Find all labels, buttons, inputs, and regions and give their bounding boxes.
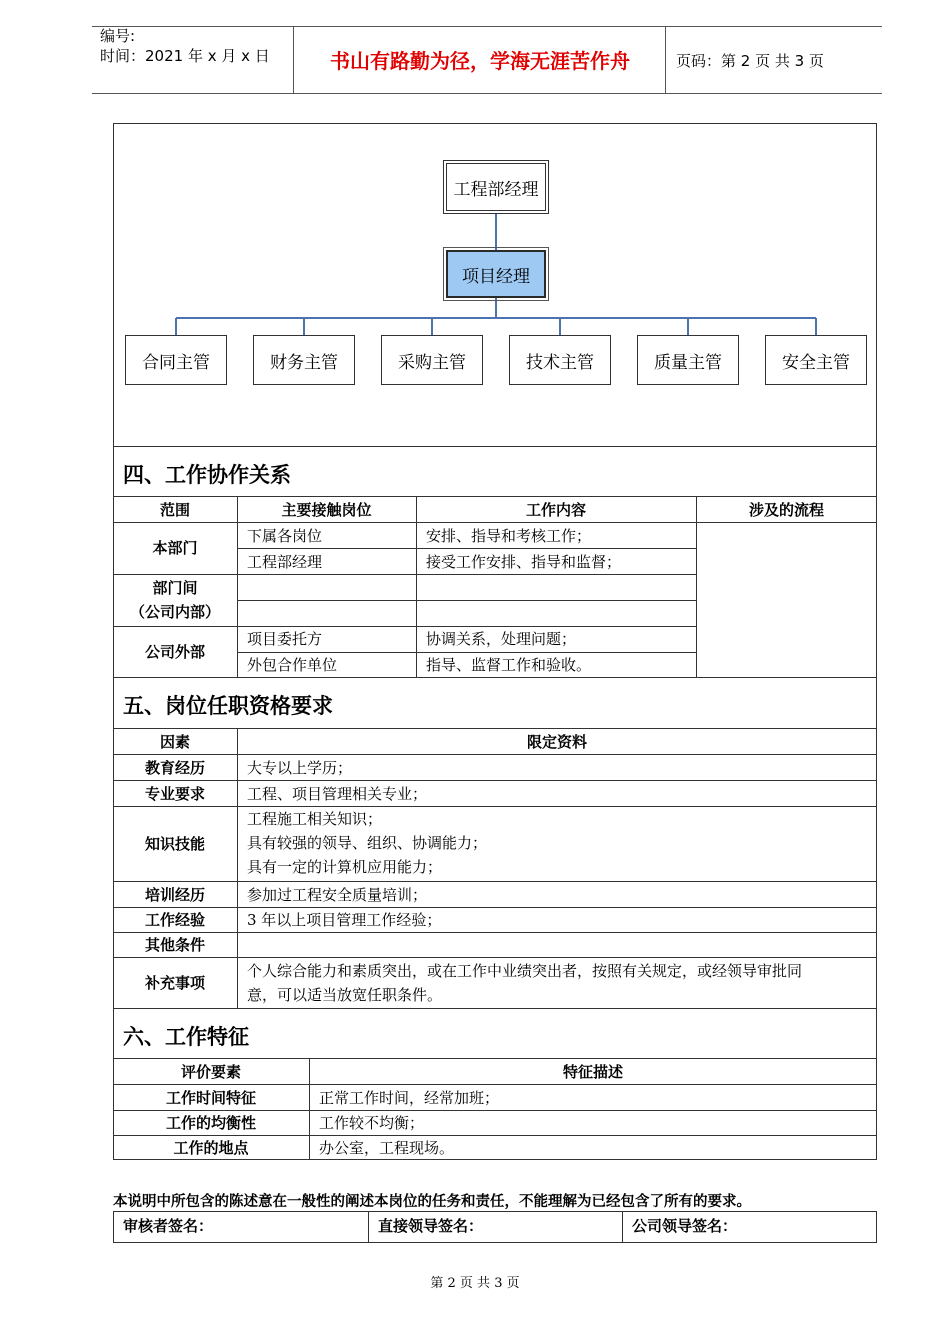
direct-leader-signature[interactable]: 直接领导签名：: [378, 1217, 484, 1235]
s4-content: 安排、指导和考核工作；: [426, 527, 592, 545]
s5-factor: 其他条件: [144, 936, 205, 954]
rule: [113, 780, 877, 781]
s4-contact: 下属各岗位: [247, 527, 323, 545]
rule: [113, 728, 877, 729]
rule: [113, 754, 877, 755]
s4-scope-department: 本部门: [152, 539, 198, 557]
header-motto: 书山有路勤为径，学海无涯苦作舟: [330, 49, 630, 73]
s5-factor: 知识技能: [144, 835, 205, 853]
s5-detail: 大专以上学历；: [247, 759, 353, 777]
s5-detail: 参加过工程安全质量培训；: [247, 886, 428, 904]
rule: [237, 496, 238, 677]
rule: [113, 1084, 877, 1085]
s4-content: 协调关系，处理问题；: [426, 630, 577, 648]
s5-detail: 意，可以适当放宽任职条件。: [247, 986, 443, 1004]
org-node-department-manager: 工程部经理: [446, 163, 546, 211]
s5-factor: 教育经历: [144, 759, 205, 777]
org-node-contract-supervisor: 合同主管: [125, 335, 227, 385]
s6-header-factor: 评价要素: [180, 1063, 241, 1081]
rule: [622, 1211, 623, 1243]
rule: [113, 1110, 877, 1111]
rule: [237, 728, 238, 1008]
rule: [113, 522, 877, 523]
s4-scope-interdept: [113, 577, 237, 623]
rule: [113, 907, 877, 908]
org-node-purchasing-supervisor: 采购主管: [381, 335, 483, 385]
s4-content: 指导、监督工作和验收。: [426, 656, 592, 674]
header-page-number: 页码：第 2 页 共 3 页: [676, 52, 824, 70]
rule: [113, 932, 877, 933]
s4-contact: 项目委托方: [247, 630, 323, 648]
rule: [113, 626, 696, 627]
org-node-safety-supervisor: 安全主管: [765, 335, 867, 385]
section6-title: 六、工作特征: [123, 1025, 249, 1049]
s5-factor: 培训经历: [144, 886, 205, 904]
rule: [113, 1058, 877, 1059]
s5-detail: 工程施工相关知识；: [247, 810, 383, 828]
org-node-finance-supervisor: 财务主管: [253, 335, 355, 385]
rule: [113, 574, 696, 575]
s5-detail: 具有一定的计算机应用能力；: [247, 858, 443, 876]
rule: [237, 600, 696, 601]
rule: [237, 548, 696, 549]
s5-factor: 专业要求: [144, 785, 205, 803]
s5-detail: 3 年以上项目管理工作经验；: [247, 911, 442, 929]
rule: [113, 957, 877, 958]
org-node-quality-supervisor: 质量主管: [637, 335, 739, 385]
disclaimer-note: 本说明中所包含的陈述意在一般性的阐述本岗位的任务和责任，不能理解为已经包含了所有的要求。: [113, 1194, 751, 1210]
rule: [113, 1135, 877, 1136]
s5-detail: 个人综合能力和素质突出，或在工作中业绩突出者，按照有关规定，或经领导审批同: [247, 962, 803, 980]
company-leader-signature[interactable]: 公司领导签名：: [632, 1217, 738, 1235]
s6-desc: 正常工作时间，经常加班；: [319, 1089, 500, 1107]
s6-factor: 工作的地点: [173, 1139, 249, 1157]
rule: [113, 446, 877, 447]
rule: [237, 652, 696, 653]
org-node-project-manager: 项目经理: [446, 250, 546, 298]
s5-factor: 补充事项: [144, 974, 205, 992]
s5-header-factor: 因素: [159, 733, 190, 751]
header-time: 时间：2021 年 x 月 x 日: [100, 47, 270, 65]
s6-factor: 工作的均衡性: [165, 1114, 256, 1132]
s5-factor: 工作经验: [144, 911, 205, 929]
reviewer-signature[interactable]: 审核者签名：: [123, 1217, 214, 1235]
s4-header-scope: 范围: [159, 501, 190, 519]
s4-contact: 工程部经理: [247, 553, 323, 571]
rule: [113, 1008, 877, 1009]
s4-scope-interdept-line1: 部门间: [152, 579, 198, 597]
s4-content: 接受工作安排、指导和监督；: [426, 553, 622, 571]
s4-scope-interdept-line2: （公司内部）: [129, 603, 220, 621]
rule: [113, 881, 877, 882]
rule: [113, 496, 877, 497]
rule: [696, 496, 697, 677]
s6-header-desc: 特征描述: [562, 1063, 623, 1081]
rule: [416, 496, 417, 677]
s5-header-detail: 限定资料: [526, 733, 587, 751]
s4-header-content: 工作内容: [525, 501, 586, 519]
rule: [368, 1211, 369, 1243]
s5-detail: 工程、项目管理相关专业；: [247, 785, 428, 803]
rule: [113, 677, 877, 678]
s4-contact: 外包合作单位: [247, 656, 338, 674]
s4-header-contact: 主要接触岗位: [281, 501, 372, 519]
s4-scope-external: 公司外部: [144, 643, 205, 661]
s6-desc: 办公室，工程现场。: [319, 1139, 455, 1157]
section4-title: 四、工作协作关系: [123, 463, 291, 487]
org-node-technical-supervisor: 技术主管: [509, 335, 611, 385]
header-number: 编号:: [100, 27, 136, 45]
page-footer: 第 2 页 共 3 页: [430, 1276, 520, 1291]
signature-table: [113, 1211, 877, 1243]
rule: [113, 806, 877, 807]
s6-factor: 工作时间特征: [165, 1089, 256, 1107]
section5-title: 五、岗位任职资格要求: [123, 694, 333, 718]
s6-desc: 工作较不均衡；: [319, 1114, 425, 1132]
s4-header-process: 涉及的流程: [748, 501, 824, 519]
s5-detail: 具有较强的领导、组织、协调能力；: [247, 834, 488, 852]
